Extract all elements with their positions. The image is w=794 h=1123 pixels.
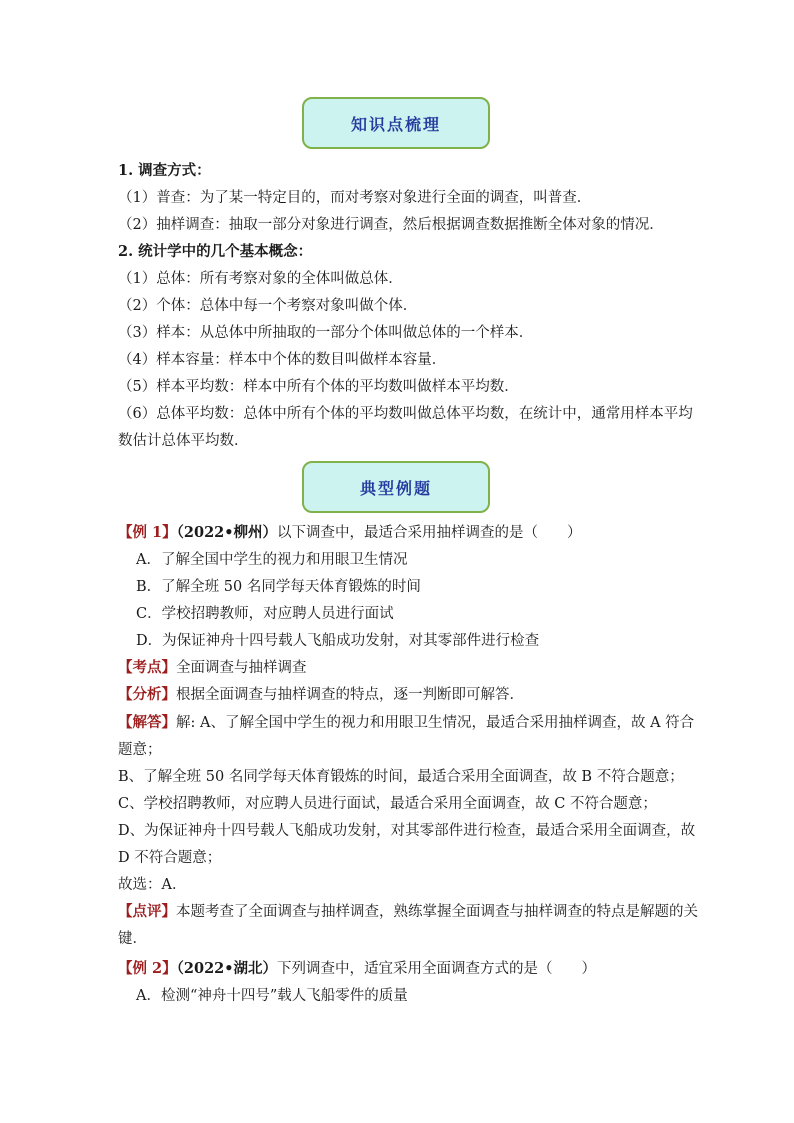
dianping	[118, 903, 698, 921]
paragraph: （2）个体：总体中每一个考察对象叫做个体．	[118, 298, 418, 314]
dianping-text: 本题考查了全面调查与抽样调查，熟练掌握全面调查与抽样调查的特点是解题的关	[176, 904, 698, 920]
jieda	[118, 714, 698, 732]
example-tag: 【例 2】	[118, 960, 177, 977]
dianping-tag: 【点评】	[118, 903, 176, 920]
example-source: （2022•柳州）	[176, 524, 278, 541]
paragraph: D 不符合题意；	[118, 850, 222, 866]
jieda-text: 解: A、了解全国中学生的视力和用眼卫生情况，最适合采用抽样调查，故 A 符合	[176, 715, 695, 731]
paragraph: （5）样本平均数：样本中所有个体的平均数叫做样本平均数．	[118, 379, 519, 395]
question-text: 下列调查中，适宜采用全面调查方式的是（ ）	[277, 961, 597, 977]
paragraph: 键．	[118, 931, 147, 947]
example-source: （2022•湖北）	[176, 960, 278, 977]
paragraph: B、了解全班 50 名同学每天体育锻炼的时间，最适合采用全面调查，故 B 不符合题意；	[118, 769, 684, 785]
knowledge-heading: 知识点梳理	[302, 97, 490, 149]
option-a: A．了解全国中学生的视力和用眼卫生情况	[136, 552, 408, 568]
fenxi	[118, 686, 698, 704]
section-heading-1: 1. 调查方式：	[118, 162, 211, 179]
jieda-tag: 【解答】	[118, 714, 176, 731]
paragraph: 数估计总体平均数．	[118, 433, 249, 449]
fenxi-tag: 【分析】	[118, 686, 176, 703]
paragraph: （1）总体：所有考察对象的全体叫做总体．	[118, 271, 403, 287]
paragraph: （6）总体平均数：总体中所有个体的平均数叫做总体平均数，在统计中，通常用样本平均	[118, 406, 693, 422]
paragraph: C、学校招聘教师，对应聘人员进行面试，最适合采用全面调查，故 C 不符合题意；	[118, 796, 657, 812]
examples-heading: 典型例题	[302, 461, 490, 513]
paragraph: D、为保证神舟十四号载人飞船成功发射，对其零部件进行检查，最适合采用全面调查，故	[118, 823, 696, 839]
paragraph: （1）普查：为了某一特定目的，而对考察对象进行全面的调查，叫普查．	[118, 190, 592, 206]
example-tag: 【例 1】	[118, 524, 177, 541]
example-1-question	[118, 524, 698, 542]
option-c: C．学校招聘教师，对应聘人员进行面试	[136, 606, 394, 622]
option-a: A．检测“神舟十四号”载人飞船零件的质量	[136, 988, 408, 1004]
kaodian	[118, 659, 698, 677]
question-text: 以下调查中，最适合采用抽样调查的是（ ）	[277, 525, 582, 541]
kaodian-tag: 【考点】	[118, 659, 176, 676]
answer: 故选：A．	[118, 877, 187, 893]
option-b: B．了解全班 50 名同学每天体育锻炼的时间	[136, 579, 421, 595]
paragraph: （4）样本容量：样本中个体的数目叫做样本容量．	[118, 352, 447, 368]
paragraph: 题意；	[118, 742, 162, 758]
paragraph: （3）样本：从总体中所抽取的一部分个体叫做总体的一个样本．	[118, 325, 534, 341]
kaodian-text: 全面调查与抽样调查	[176, 660, 307, 676]
section-heading-2: 2. 统计学中的几个基本概念：	[118, 243, 313, 260]
example-2-question	[118, 960, 698, 978]
fenxi-text: 根据全面调查与抽样调查的特点，逐一判断即可解答．	[176, 687, 524, 703]
paragraph: （2）抽样调查：抽取一部分对象进行调查，然后根据调查数据推断全体对象的情况．	[118, 217, 664, 233]
option-d: D．为保证神舟十四号载人飞船成功发射，对其零部件进行检查	[136, 633, 540, 649]
